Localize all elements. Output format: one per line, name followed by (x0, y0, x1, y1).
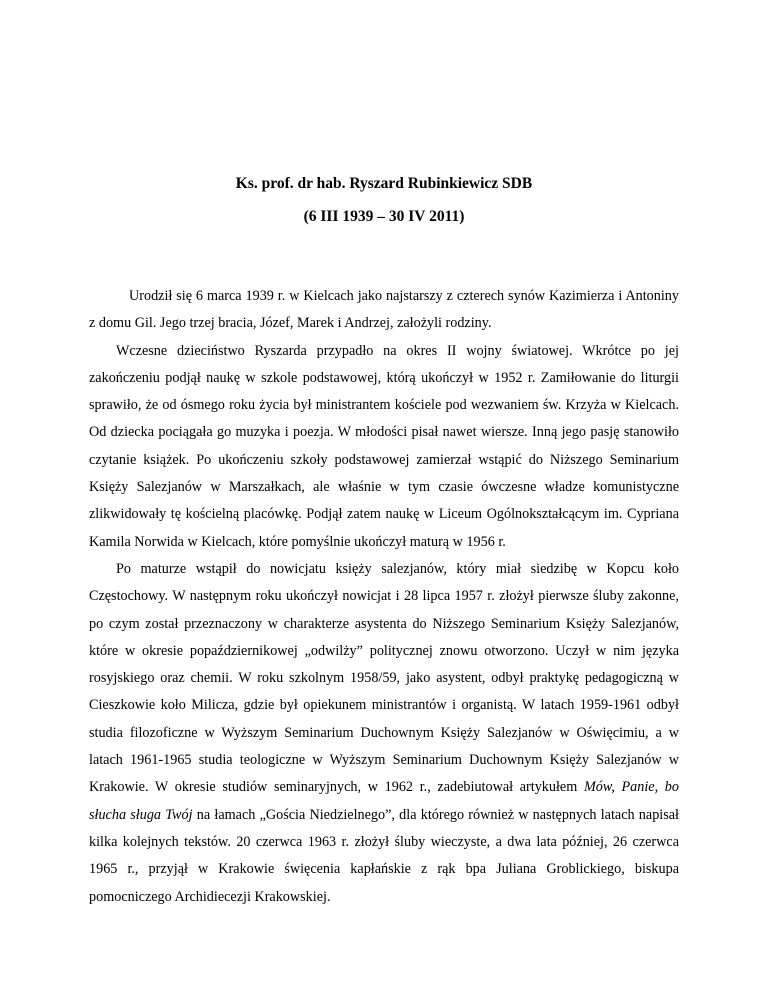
title-block (0, 167, 768, 233)
paragraph-2: Wczesne dzieciństwo Ryszarda przypadło na okres II wojny światowej. Wkrótce po jej zakończeniu podjął naukę w szkole podstawowej, którą ukończył w 1952 r. Zamiłowanie do liturgii sprawiło, że od ósmego roku życia był ministrantem kościele pod wezwaniem św. Krzyża w Kielcach. Od dziecka pociągała go muzyka i poezja. W młodości pisał nawet wiersze. Inną jego pasję stanowiło czytanie książek. Po ukończeniu szkoły podstawowej zamierzał wstąpić do Niższego Seminarium Księży Salezjanów w Marszałkach, ale właśnie w tym czasie ówczesne władze komunistyczne zlikwidowały tę kościelną placówkę. Podjął zatem naukę w Liceum Ogólnokształcącym im. Cypriana Kamila Norwida w Kielcach, które pomyślnie ukończył maturą w 1956 r. (89, 342, 679, 550)
body-text (89, 283, 679, 911)
article-title: Mów, Panie, bo słucha sługa Twój (89, 779, 679, 823)
page-subtitle-dates: (6 III 1939 – 30 IV 2011) (303, 208, 465, 225)
paragraph-3-text-before: Po maturze wstąpił do nowicjatu księży salezjanów, który miał siedzibę w Kopcu koło Częstochowy. W następnym roku ukończył nowicjat i 28 lipca 1957 r. złożył pierwsze śluby zakonne, po czym został przeznaczony w charakterze asystenta do Niższego Seminarium Księży Salezjanów, które w okresie popaździernikowej „odwilży” politycznej znowu otworzono. Uczył w nim języka rosyjskiego oraz chemii. W roku szkolnym 1958/59, jako asystent, odbył praktykę pedagogiczną w Cieszkowie koło Milicza, gdzie był opiekunem ministrantów i organistą. W latach 1959-1961 odbył studia filozoficzne w Wyższym Seminarium Duchownym Księży Salezjanów w Oświęcimiu, a w latach 1961-1965 studia teologiczne w Wyższym Seminarium Duchownym Księży Salezjanów w Krakowie. W okresie studiów seminaryjnych, w 1962 r., zadebiutował artykułem (89, 560, 679, 796)
paragraph-1: Urodził się 6 marca 1939 r. w Kielcach jako najstarszy z czterech synów Kazimierza i Antoniny z domu Gil. Jego trzej bracia, Józef, Marek i Andrzej, założyli rodziny. (89, 288, 679, 332)
paragraph-3-text-after: na łamach „Gościa Niedzielnego”, dla którego również w następnych latach napisał kilka kolejnych tekstów. 20 czerwca 1963 r. złożył śluby wieczyste, a dwa lata później, 26 czerwca 1965 r., przyjął w Krakowie święcenia kapłańskie z rąk bpa Juliana Groblickiego, biskupa pomocniczego Archidiecezji Krakowskiej. (89, 806, 679, 905)
page-title: Ks. prof. dr hab. Ryszard Rubinkiewicz SDB (235, 175, 533, 192)
paragraph-3 (89, 556, 679, 911)
